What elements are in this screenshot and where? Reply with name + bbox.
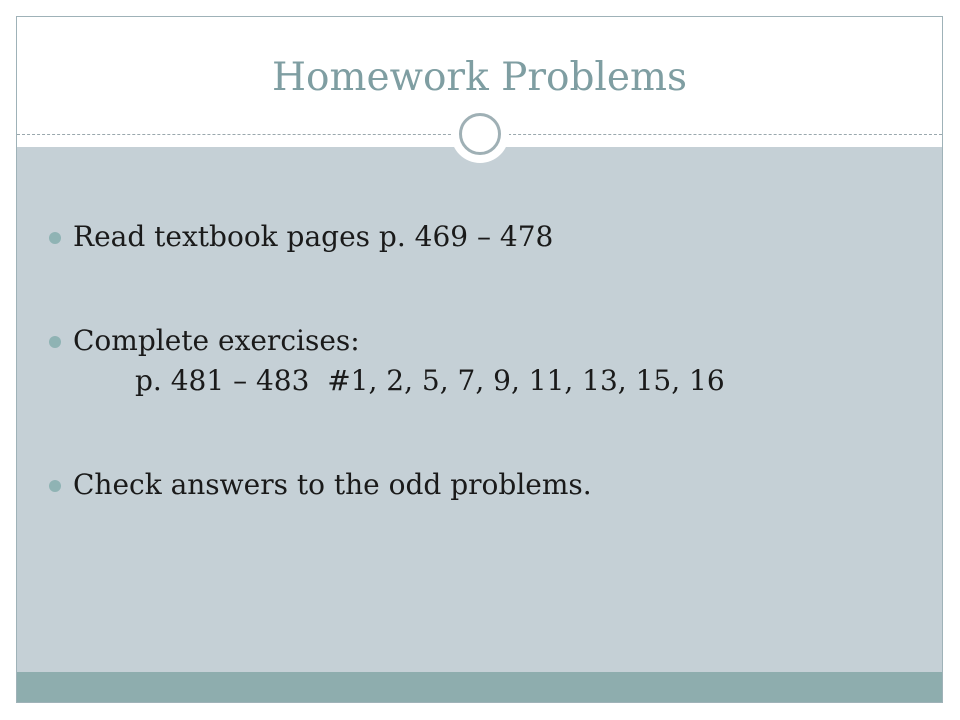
bullet-text: Complete exercises: — [73, 324, 360, 357]
slide-title: Homework Problems — [272, 55, 687, 100]
bullet-item — [49, 465, 909, 505]
bullet-item — [49, 217, 909, 257]
bullet-dot-icon — [49, 336, 61, 348]
bullet-text: Read textbook pages p. 469 – 478 — [73, 220, 554, 253]
content-area — [17, 147, 942, 672]
bullet-dot-icon — [49, 480, 61, 492]
bullet-text: Check answers to the odd problems. — [73, 468, 592, 501]
title-circle-ornament — [451, 105, 509, 163]
bullet-dot-icon — [49, 232, 61, 244]
circle-ring-icon — [459, 113, 501, 155]
exercise-detail-line — [49, 361, 909, 401]
bullet-item — [49, 321, 909, 361]
slide — [16, 16, 943, 703]
exercise-detail-text: p. 481 – 483 #1, 2, 5, 7, 9, 11, 13, 15, 16 — [135, 364, 725, 397]
bullet-list — [49, 217, 909, 505]
footer-bar — [17, 672, 942, 702]
